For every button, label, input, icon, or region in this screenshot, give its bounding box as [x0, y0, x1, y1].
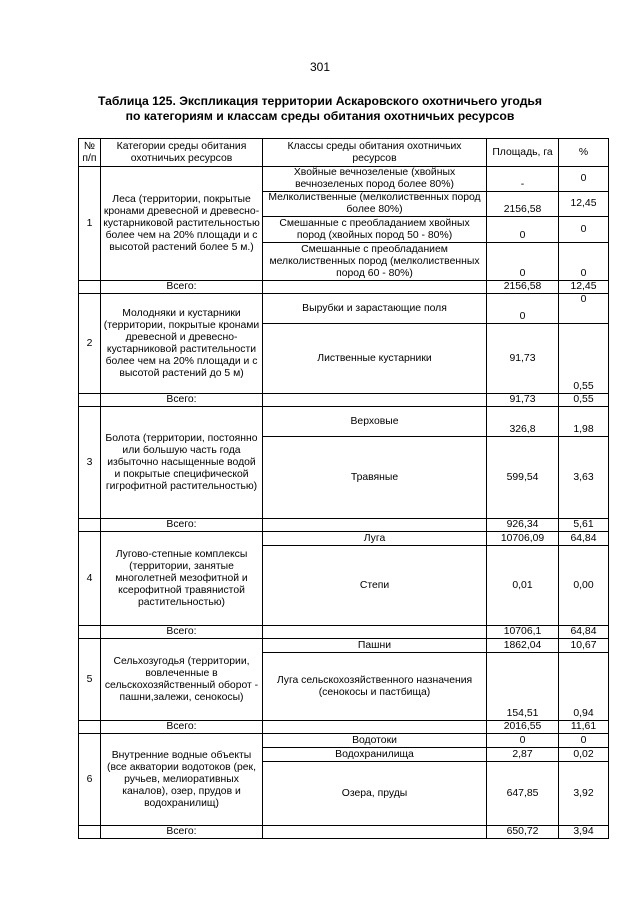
header-area: Площадь, га — [487, 139, 559, 167]
percent-cell: 0 — [559, 217, 609, 243]
total-class-cell — [263, 721, 487, 734]
total-percent: 12,45 — [559, 281, 609, 294]
total-num-cell — [79, 826, 101, 839]
class-cell: Озера, пруды — [263, 762, 487, 826]
area-cell: 0,01 — [487, 546, 559, 626]
total-row — [79, 826, 609, 839]
table-row — [79, 167, 609, 192]
total-area: 650,72 — [487, 826, 559, 839]
area-cell: 0 — [487, 243, 559, 281]
total-percent: 0,55 — [559, 394, 609, 407]
table-row — [79, 639, 609, 653]
total-class-cell — [263, 281, 487, 294]
category-cell: Молодняки и кустарники (территории, покрытые кронами древесной и древесно- кустарниковой растительности более чем на 20% площади и с высотой растений до 5 м) — [101, 294, 263, 394]
total-row — [79, 626, 609, 639]
percent-cell: 0 — [559, 167, 609, 192]
total-class-cell — [263, 626, 487, 639]
header-row — [79, 139, 609, 167]
row-number: 3 — [79, 407, 101, 519]
percent-cell: 0,00 — [559, 546, 609, 626]
header-num — [79, 139, 101, 167]
total-area: 926,34 — [487, 519, 559, 532]
class-cell: Водотоки — [263, 734, 487, 748]
total-percent: 3,94 — [559, 826, 609, 839]
class-cell: Пашни — [263, 639, 487, 653]
header-num-line-1: № — [83, 140, 96, 152]
percent-cell: 1,98 — [559, 407, 609, 437]
total-row — [79, 519, 609, 532]
total-label: Всего: — [101, 394, 263, 407]
table-title-line-2: по категориям и классам среды обитания охотничьих ресурсов — [125, 109, 515, 123]
area-cell: 2,87 — [487, 748, 559, 762]
table-row — [79, 532, 609, 546]
category-cell: Болота (территории, постоянно или большую часть года избыточно насыщенные водой и покрытые специфической гигрофитной растительностью) — [101, 407, 263, 519]
area-cell: 2156,58 — [487, 192, 559, 217]
percent-cell: 64,84 — [559, 532, 609, 546]
area-cell: - — [487, 167, 559, 192]
area-cell: 91,73 — [487, 324, 559, 394]
total-label: Всего: — [101, 519, 263, 532]
header-category: Категории среды обитания охотничьих ресурсов — [101, 139, 263, 167]
category-cell: Леса (территории, покрытые кронами древесной и древесно-кустарниковой растительностью более чем на 20% площади и с высотой растений более 5 м.) — [101, 167, 263, 281]
percent-cell: 0,94 — [559, 653, 609, 721]
total-num-cell — [79, 519, 101, 532]
table-row — [79, 407, 609, 437]
total-area: 2156,58 — [487, 281, 559, 294]
area-cell: 154,51 — [487, 653, 559, 721]
table-title — [60, 94, 580, 124]
total-class-cell — [263, 519, 487, 532]
table-title-line-1: Таблица 125. Экспликация территории Аскаровского охотничьего угодья — [97, 94, 543, 108]
table-row — [79, 734, 609, 748]
area-cell: 0 — [487, 217, 559, 243]
header-num-line-2: п/п — [82, 152, 97, 164]
class-cell: Верховые — [263, 407, 487, 437]
row-number: 6 — [79, 734, 101, 826]
total-num-cell — [79, 281, 101, 294]
header-percent: % — [559, 139, 609, 167]
percent-cell: 0,02 — [559, 748, 609, 762]
total-row — [79, 394, 609, 407]
area-cell: 0 — [487, 734, 559, 748]
class-cell: Водохранилища — [263, 748, 487, 762]
total-label: Всего: — [101, 721, 263, 734]
row-number: 1 — [79, 167, 101, 281]
class-cell: Луга — [263, 532, 487, 546]
total-class-cell — [263, 394, 487, 407]
class-cell: Мелколиственные (мелколиственных пород более 80%) — [263, 192, 487, 217]
category-cell: Внутренние водные объекты (все акватории водотоков (рек, ручьев, мелиоративных каналов), озер, прудов и водохранилищ) — [101, 734, 263, 826]
class-cell: Травяные — [263, 437, 487, 519]
percent-cell: 3,92 — [559, 762, 609, 826]
total-area: 10706,1 — [487, 626, 559, 639]
row-number: 4 — [79, 532, 101, 626]
percent-cell: 3,63 — [559, 437, 609, 519]
class-cell: Смешанные с преобладанием хвойных пород (хвойных пород 50 - 80%) — [263, 217, 487, 243]
percent-cell: 12,45 — [559, 192, 609, 217]
total-num-cell — [79, 626, 101, 639]
row-number: 2 — [79, 294, 101, 394]
total-num-cell — [79, 721, 101, 734]
total-class-cell — [263, 826, 487, 839]
row-number: 5 — [79, 639, 101, 721]
area-cell: 599,54 — [487, 437, 559, 519]
area-cell: 1862,04 — [487, 639, 559, 653]
category-cell: Сельхозугодья (территории, вовлеченные в сельскохозяйственный оборот - пашни,залежи, сенокосы) — [101, 639, 263, 721]
page-number: 301 — [309, 60, 331, 74]
percent-cell: 0 — [559, 734, 609, 748]
explication-table — [78, 138, 609, 839]
class-cell: Лиственные кустарники — [263, 324, 487, 394]
total-percent: 11,61 — [559, 721, 609, 734]
percent-cell: 10,67 — [559, 639, 609, 653]
percent-cell: 0 — [559, 294, 609, 324]
percent-cell: 0 — [559, 243, 609, 281]
total-label: Всего: — [101, 281, 263, 294]
total-row — [79, 281, 609, 294]
table-row — [79, 294, 609, 324]
class-cell: Смешанные с преобладанием мелколиственных пород (мелколиственных пород 60 - 80%) — [263, 243, 487, 281]
total-row — [79, 721, 609, 734]
header-class: Классы среды обитания охотничьих ресурсов — [263, 139, 487, 167]
class-cell: Луга сельскохозяйственного назначения (сенокосы и пастбища) — [263, 653, 487, 721]
total-area: 91,73 — [487, 394, 559, 407]
total-label: Всего: — [101, 826, 263, 839]
percent-cell: 0,55 — [559, 324, 609, 394]
area-cell: 0 — [487, 294, 559, 324]
area-cell: 647,85 — [487, 762, 559, 826]
category-cell: Лугово-степные комплексы (территории, занятые многолетней мезофитной и ксерофитной травянистой растительностью) — [101, 532, 263, 626]
total-area: 2016,55 — [487, 721, 559, 734]
total-percent: 5,61 — [559, 519, 609, 532]
total-percent: 64,84 — [559, 626, 609, 639]
class-cell: Степи — [263, 546, 487, 626]
area-cell: 326,8 — [487, 407, 559, 437]
area-cell: 10706,09 — [487, 532, 559, 546]
total-num-cell — [79, 394, 101, 407]
class-cell: Вырубки и зарастающие поля — [263, 294, 487, 324]
total-label: Всего: — [101, 626, 263, 639]
class-cell: Хвойные вечнозеленые (хвойных вечнозеленых пород более 80%) — [263, 167, 487, 192]
